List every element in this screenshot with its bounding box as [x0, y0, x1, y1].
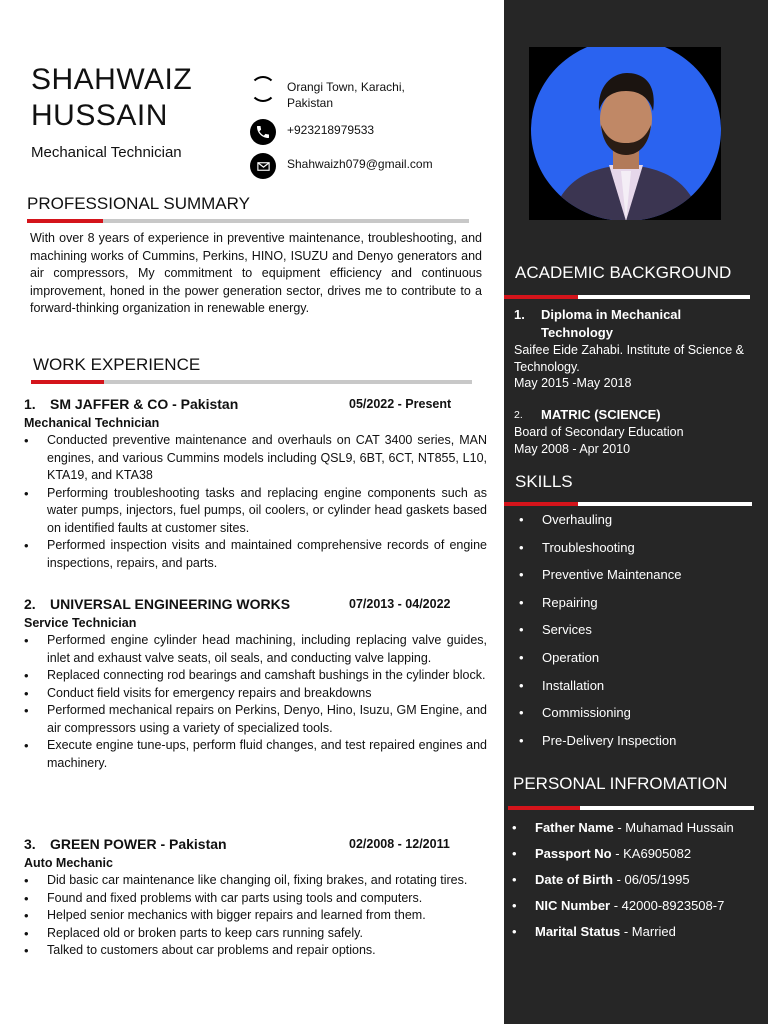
job-duties [24, 632, 487, 772]
photo-background [531, 47, 721, 220]
job-entry-1 [24, 396, 487, 572]
education-dates: May 2008 - Apr 2010 [514, 441, 631, 456]
info-value: - 42000-8923508-7 [610, 898, 725, 913]
location-icon [250, 76, 276, 102]
list-item: • Preventive Maintenance [514, 565, 681, 593]
phone-text[interactable]: +923218979533 [287, 123, 375, 137]
list-item: • Overhauling [514, 510, 681, 538]
list-item: • Performed inspection visits and maintained comprehensive records of engine inspections, repairs, and parts. [24, 537, 487, 572]
job-number: 1. [24, 396, 36, 412]
job-dates: 05/2022 - Present [349, 397, 452, 411]
skills-heading: SKILLS [515, 472, 573, 491]
list-item: • Replaced old or broken parts to keep cars running safely. [24, 925, 487, 943]
summary-rule [27, 219, 469, 223]
list-item: • Did basic car maintenance like changing oil, fixing brakes, and rotating tires. [24, 872, 487, 890]
phone-icon [250, 119, 276, 145]
job-role: Auto Mechanic [24, 856, 113, 870]
skills-list [514, 510, 681, 758]
list-item: • Performed mechanical repairs on Perkins, Denyo, Hino, Isuzu, GM Engine, and air compressors using a variety of specialized tools. [24, 702, 487, 737]
list-item: • Replaced connecting rod bearings and camshaft bushings in the cylinder block. [24, 667, 487, 685]
job-role: Service Technician [24, 616, 137, 630]
list-item: • Commissioning [514, 703, 681, 731]
list-item: • Execute engine tune-ups, perform fluid changes, and test repaired engines and machinery. [24, 737, 487, 772]
job-dates: 07/2013 - 04/2022 [349, 597, 451, 611]
job-dates: 02/2008 - 12/2011 [349, 837, 450, 851]
personal-info-list [510, 818, 734, 948]
list-item: • Found and fixed problems with car parts using tools and computers. [24, 890, 487, 908]
name-block [31, 62, 192, 161]
education-entry-1 [514, 306, 754, 392]
academic-heading: ACADEMIC BACKGROUND [515, 263, 732, 282]
info-label: Marital Status [535, 924, 621, 939]
info-value: - Muhamad Hussain [613, 820, 734, 835]
academic-rule [504, 295, 750, 299]
info-value: - Married [620, 924, 676, 939]
list-item: • Conducted preventive maintenance and overhauls on CAT 3400 series, MAN engines, and various Cummins models including QSL9, 6BT, 6CT, NT855, L10, KTA19, and KTA38 [24, 432, 487, 485]
mail-icon [250, 153, 276, 179]
list-item: • Talked to customers about car problems and repair options. [24, 942, 487, 960]
email-text[interactable]: Shahwaizh079@gmail.com [287, 157, 433, 171]
personal-item-dob [510, 870, 734, 896]
personal-item-marital [510, 922, 734, 948]
profile-photo [529, 47, 721, 220]
job-title: Mechanical Technician [31, 144, 182, 161]
experience-rule [31, 380, 472, 384]
education-institute: Saifee Eide Zahabi. Institute of Science & Technology. [514, 343, 744, 374]
list-item: • Helped senior mechanics with bigger repairs and learned from them. [24, 907, 487, 925]
personal-item-passport [510, 844, 734, 870]
contact-list [250, 76, 490, 187]
education-number: 1. [514, 307, 525, 322]
contact-email [250, 153, 490, 179]
location-text: Orangi Town, Karachi, Pakistan [287, 80, 405, 110]
personal-item-father [510, 818, 734, 844]
list-item: • Conduct field visits for emergency repairs and breakdowns [24, 685, 487, 703]
list-item: • Services [514, 620, 681, 648]
job-company: GREEN POWER - Pakistan [50, 836, 227, 852]
education-degree: Diploma in Mechanical Technology [541, 307, 682, 340]
personal-heading: PERSONAL INFROMATION [513, 774, 728, 793]
job-number: 3. [24, 836, 36, 852]
info-label: NIC Number [535, 898, 611, 913]
education-institute: Board of Secondary Education [514, 425, 684, 439]
job-entry-2 [24, 596, 487, 772]
sidebar [504, 0, 768, 1024]
list-item: • Performed engine cylinder head machining, including replacing valve guides, inlet and exhaust valve seats, oil seals, and conducting valve lapping. [24, 632, 487, 667]
job-duties [24, 432, 487, 572]
job-duties [24, 872, 487, 960]
info-value: - 06/05/1995 [613, 872, 690, 887]
skills-rule [504, 502, 752, 506]
contact-location [250, 76, 490, 111]
education-number: 2. [514, 409, 523, 421]
list-item: • Installation [514, 676, 681, 704]
education-degree: MATRIC (SCIENCE) [541, 407, 661, 422]
info-label: Father Name [535, 820, 614, 835]
list-item: • Troubleshooting [514, 538, 681, 566]
last-name: HUSSAIN [31, 99, 168, 132]
job-company: UNIVERSAL ENGINEERING WORKS [50, 596, 291, 612]
list-item: • Pre-Delivery Inspection [514, 731, 681, 759]
job-company: SM JAFFER & CO - Pakistan [50, 396, 239, 412]
contact-phone [250, 119, 490, 145]
experience-heading: WORK EXPERIENCE [33, 355, 201, 374]
info-label: Passport No [535, 846, 612, 861]
education-dates: May 2015 -May 2018 [514, 376, 632, 390]
personal-rule [508, 806, 754, 810]
job-entry-3 [24, 836, 487, 960]
info-value: - KA6905082 [611, 846, 692, 861]
summary-text: With over 8 years of experience in preventive maintenance, troubleshooting, and machining works of Cummins, Perkins, HINO, ISUZU and Denyo generators and air compressors, My commitment to equipment efficiency and continuous improvement, honed in the power generation sector, drives me to contribute to a forward-thinking organization in renewable energy. [30, 231, 482, 315]
first-name: SHAHWAIZ [31, 63, 193, 96]
list-item: • Performing troubleshooting tasks and replacing engine components such as water pumps, injectors, fuel pumps, oil coolers, or cylinder head gaskets based on identified faults at customer sites. [24, 485, 487, 538]
info-label: Date of Birth [535, 872, 613, 887]
personal-item-nic [510, 896, 734, 922]
person-avatar-icon [531, 47, 721, 220]
list-item: • Operation [514, 648, 681, 676]
job-number: 2. [24, 596, 36, 612]
education-entry-2 [514, 406, 754, 457]
summary-heading: PROFESSIONAL SUMMARY [27, 194, 250, 213]
job-role: Mechanical Technician [24, 416, 160, 430]
list-item: • Repairing [514, 593, 681, 621]
